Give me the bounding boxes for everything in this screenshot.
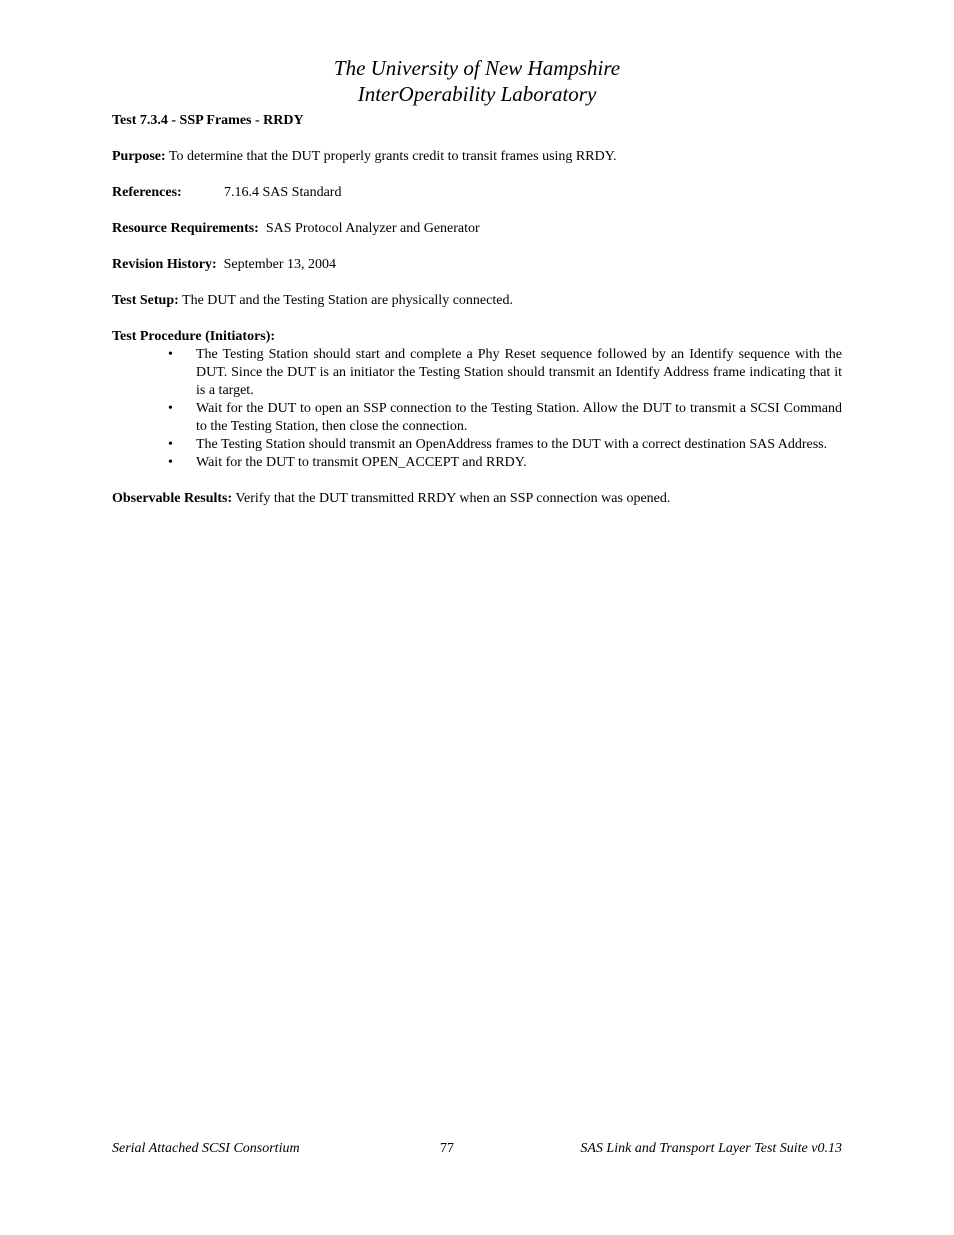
results-section [112, 490, 842, 508]
procedure-step [112, 400, 842, 436]
references-label: References: [112, 185, 182, 200]
header-institution: The University of New Hampshire [333, 56, 621, 80]
page-number: 77 [440, 1141, 454, 1156]
page-footer [112, 1140, 842, 1160]
bullet-icon: • [168, 455, 173, 470]
procedure-step [112, 346, 842, 400]
resources-section [112, 220, 842, 238]
procedure-step-text: Wait for the DUT to open an SSP connection to the Testing Station. Allow the DUT to transmit a SCSI Command to the Testing Station, then close the connection. [196, 401, 842, 434]
procedure-step-text: The Testing Station should transmit an OpenAddress frames to the DUT with a correct destination SAS Address. [196, 437, 828, 452]
resources-text: SAS Protocol Analyzer and Generator [258, 221, 480, 236]
setup-section [112, 292, 842, 310]
bullet-icon: • [168, 401, 173, 416]
purpose-text: To determine that the DUT properly grants credit to transit frames using RRDY. [165, 149, 617, 164]
revision-text: September 13, 2004 [216, 257, 336, 272]
procedure-step-text: The Testing Station should start and complete a Phy Reset sequence followed by an Identify sequence with the DUT. Since the DUT is an initiator the Testing Station should transmit an Identify Address frame indicating that it is a target. [196, 347, 842, 398]
setup-label: Test Setup: [112, 293, 179, 308]
setup-text: The DUT and the Testing Station are physically connected. [178, 293, 513, 308]
resources-label: Resource Requirements: [112, 221, 259, 236]
references-section [112, 184, 842, 202]
footer-organization: Serial Attached SCSI Consortium [112, 1141, 300, 1156]
references-text: 7.16.4 SAS Standard [224, 185, 342, 200]
procedure-step-text: Wait for the DUT to transmit OPEN_ACCEPT and RRDY. [196, 455, 527, 470]
procedure-steps [112, 346, 842, 472]
page-header [0, 55, 954, 107]
header-lab: InterOperability Laboratory [357, 82, 597, 106]
procedure-step [112, 436, 842, 454]
procedure-heading: Test Procedure (Initiators): [112, 329, 276, 344]
test-title: Test 7.3.4 - SSP Frames - RRDY [112, 113, 304, 128]
footer-document-title: SAS Link and Transport Layer Test Suite v0.13 [580, 1141, 842, 1156]
revision-label: Revision History: [112, 257, 217, 272]
results-label: Observable Results: [112, 491, 233, 506]
purpose-label: Purpose: [112, 149, 166, 164]
bullet-icon: • [168, 437, 173, 452]
results-text: Verify that the DUT transmitted RRDY when an SSP connection was opened. [232, 491, 671, 506]
bullet-icon: • [168, 347, 173, 362]
revision-section [112, 256, 842, 274]
procedure-step [112, 454, 842, 472]
purpose-section [112, 148, 842, 166]
document-body [112, 112, 842, 526]
